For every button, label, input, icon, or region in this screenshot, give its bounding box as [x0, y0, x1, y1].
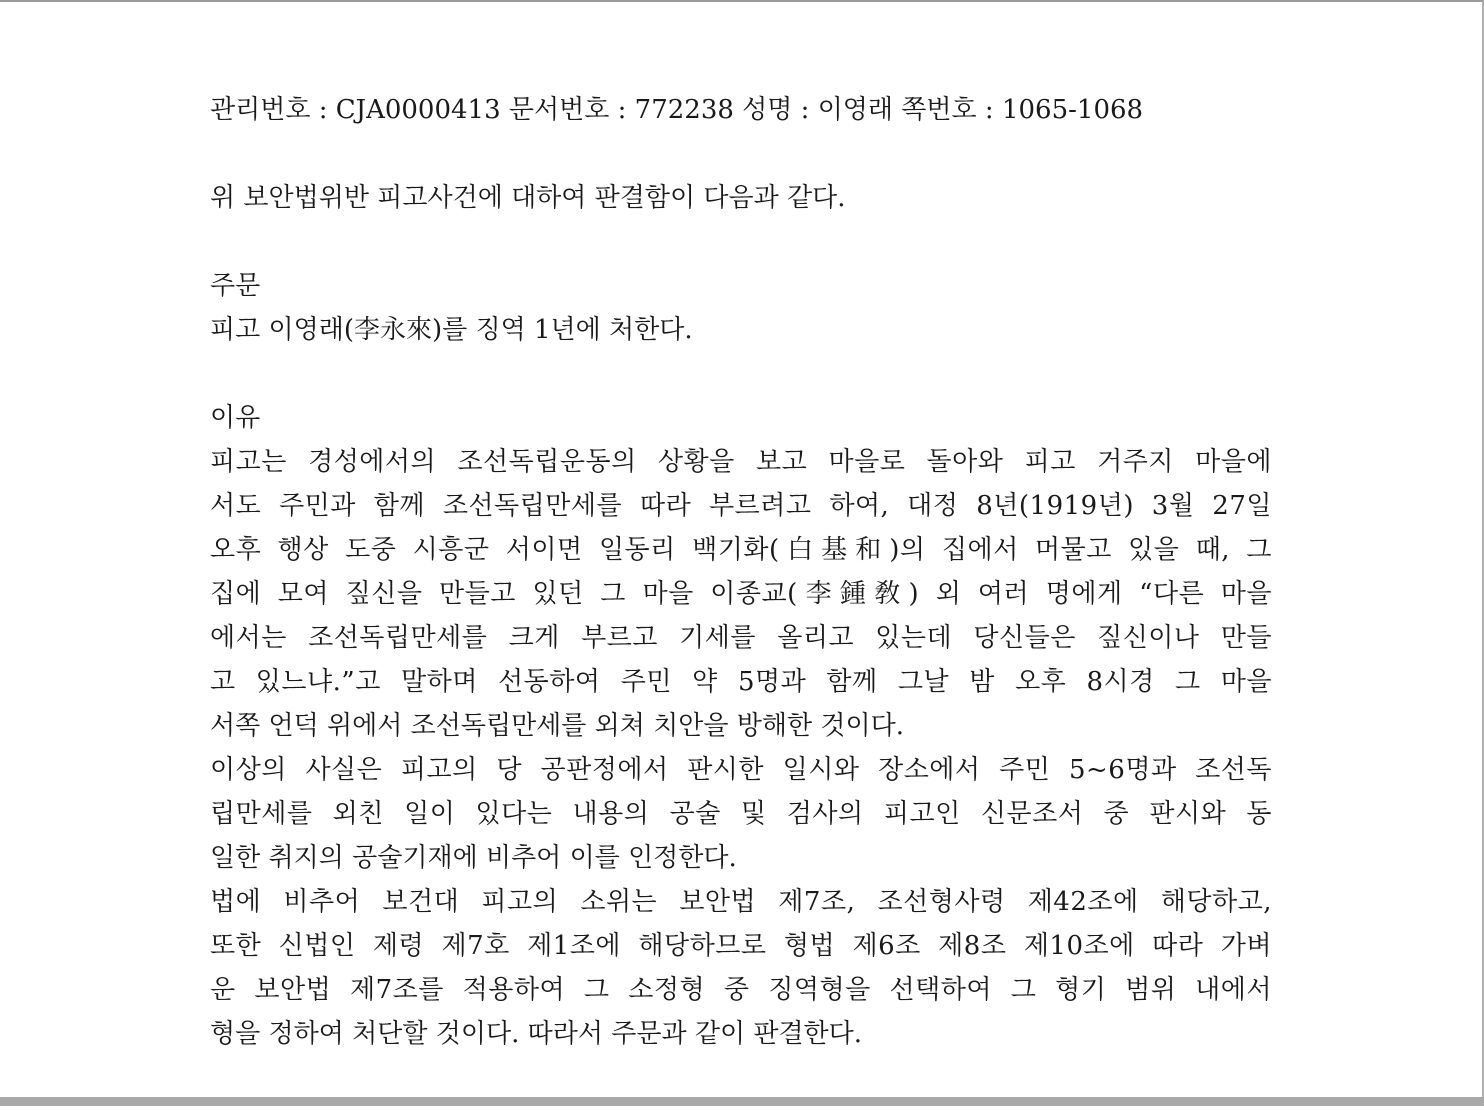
reason-line: 운 보안법 제7조를 적용하여 그 소정형 중 징역형을 선택하여 그 형기 범위 내에서	[210, 975, 1272, 1005]
reason-line: 오후 행상 도중 시흥군 서이면 일동리 백기화(白基和)의 집에서 머물고 있을 때, 그	[210, 535, 1272, 565]
reason-heading: 이유	[210, 403, 261, 433]
reason-line: 일한 취지의 공술기재에 비추어 이를 인정한다.	[210, 843, 737, 873]
intro-line: 위 보안법위반 피고사건에 대하여 판결함이 다음과 같다.	[210, 183, 846, 213]
sentence-heading: 주문	[210, 271, 261, 301]
reason-line: 서쪽 언덕 위에서 조선독립만세를 외쳐 치안을 방해한 것이다.	[210, 711, 905, 741]
reason-line: 형을 정하여 처단할 것이다. 따라서 주문과 같이 판결한다.	[210, 1019, 863, 1049]
page-bottom-scrollbar[interactable]	[0, 1097, 1484, 1106]
reason-line: 고 있느냐.”고 말하며 선동하여 주민 약 5명과 함께 그날 밤 오후 8시경 그 마을	[210, 667, 1272, 697]
reason-line: 에서는 조선독립만세를 크게 부르고 기세를 올리고 있는데 당신들은 짚신이나 만들	[210, 623, 1272, 653]
document-header-line: 관리번호 : CJA0000413 문서번호 : 772238 성명 : 이영래 쪽번호 : 1065-1068	[210, 95, 1144, 125]
reason-line: 또한 신법인 제령 제7호 제1조에 해당하므로 형법 제6조 제8조 제10조에 따라 가벼	[210, 931, 1272, 961]
reason-line: 피고는 경성에서의 조선독립운동의 상황을 보고 마을로 돌아와 피고 거주지 마을에	[210, 447, 1272, 477]
reason-line: 집에 모여 짚신을 만들고 있던 그 마을 이종교(李鍾敎) 외 여러 명에게 “다른 마을	[210, 579, 1272, 609]
reason-line: 이상의 사실은 피고의 당 공판정에서 판시한 일시와 장소에서 주민 5~6명과 조선독	[210, 755, 1272, 785]
reason-line: 법에 비추어 보건대 피고의 소위는 보안법 제7조, 조선형사령 제42조에 해당하고,	[210, 887, 1272, 917]
sentence-text: 피고 이영래(李永來)를 징역 1년에 처한다.	[210, 315, 693, 345]
reason-line: 서도 주민과 함께 조선독립만세를 따라 부르려고 하여, 대정 8년(1919년) 3월 27일	[210, 491, 1272, 521]
reason-line: 립만세를 외친 일이 있다는 내용의 공술 및 검사의 피고인 신문조서 중 판시와 동	[210, 799, 1272, 829]
